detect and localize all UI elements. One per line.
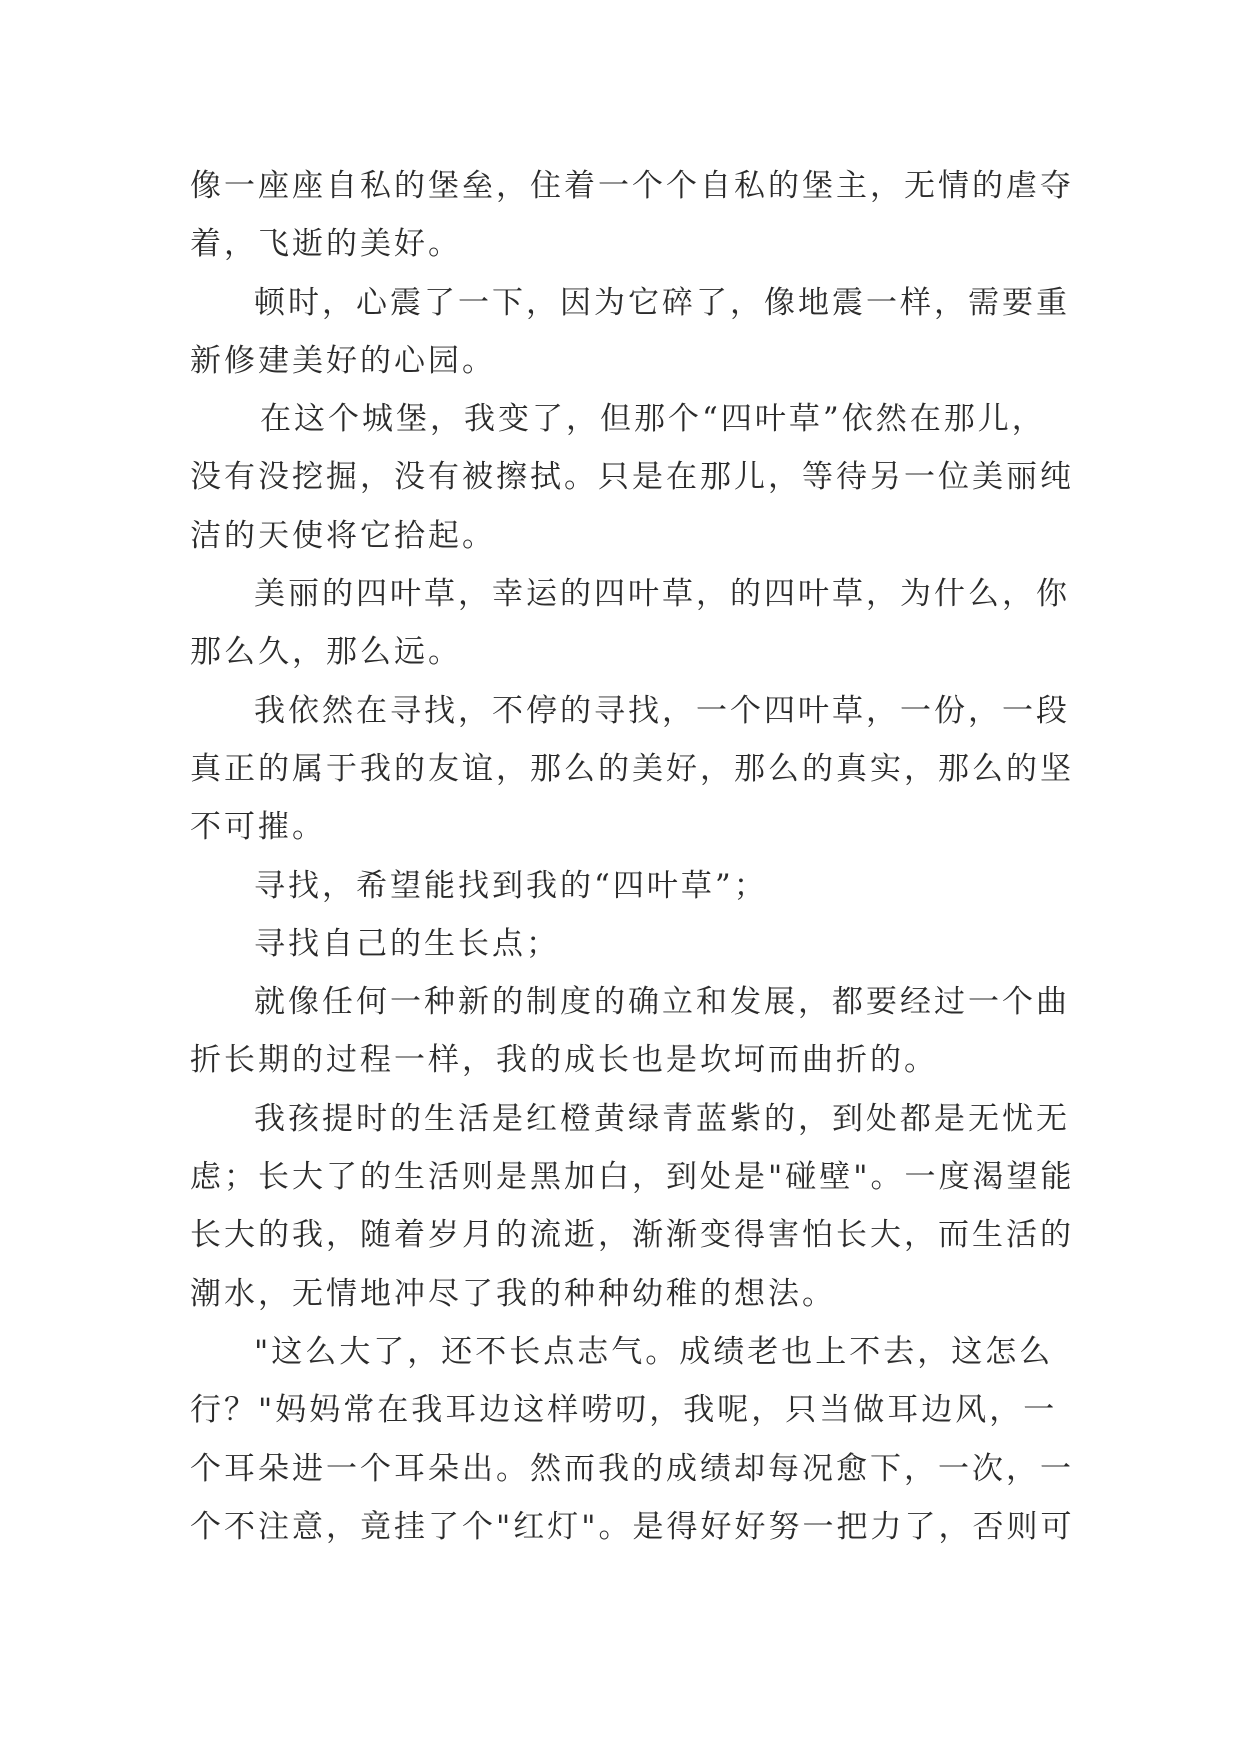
text-line: 那么久，那么远。 xyxy=(190,634,462,671)
text-line: 行？"妈妈常在我耳边这样唠叨，我呢，只当做耳边风，一 xyxy=(190,1392,1058,1429)
text-line: 真正的属于我的友谊，那么的美好，那么的真实，那么的坚 xyxy=(190,750,1074,787)
text-line: 折长期的过程一样，我的成长也是坎坷而曲折的。 xyxy=(190,1042,938,1079)
paragraph-start-line: 我依然在寻找，不停的寻找，一个四叶草，一份，一段 xyxy=(254,692,1070,729)
text-line: 不可摧。 xyxy=(190,809,326,846)
text-line: 潮水，无情地冲尽了我的种种幼稚的想法。 xyxy=(190,1275,836,1312)
text-line: 着，飞逝的美好。 xyxy=(190,226,462,263)
text-line: 像一座座自私的堡垒，住着一个个自私的堡主，无情的虐夺 xyxy=(190,168,1074,204)
text-line: 新修建美好的心园。 xyxy=(190,342,496,379)
text-line: 个不注意，竟挂了个"红灯"。是得好好努一把力了，否则可 xyxy=(190,1508,1075,1545)
paragraph-start-line: 在这个城堡，我变了，但那个“四叶草”依然在那儿， xyxy=(260,401,1046,438)
paragraph-start-line: 寻找，希望能找到我的“四叶草”； xyxy=(254,867,768,904)
paragraph-start-line: "这么大了，还不长点志气。成绩老也上不去，这怎么 xyxy=(254,1333,1054,1370)
paragraph-start-line: 顿时，心震了一下，因为它碎了，像地震一样，需要重 xyxy=(254,284,1070,321)
paragraph-start-line: 我孩提时的生活是红橙黄绿青蓝紫的，到处都是无忧无 xyxy=(254,1100,1070,1137)
paragraph-start-line: 寻找自己的生长点； xyxy=(254,925,560,962)
text-line: 长大的我，随着岁月的流逝，渐渐变得害怕长大，而生活的 xyxy=(190,1217,1074,1254)
text-line: 虑；长大了的生活则是黑加白，到处是"碰壁"。一度渴望能 xyxy=(190,1159,1075,1196)
text-line: 洁的天使将它拾起。 xyxy=(190,517,496,554)
paragraph-start-line: 美丽的四叶草，幸运的四叶草，的四叶草，为什么，你 xyxy=(254,576,1070,613)
text-line: 个耳朵进一个耳朵出。然而我的成绩却每况愈下，一次，一 xyxy=(190,1450,1074,1487)
document-body xyxy=(190,157,1075,1556)
text-line: 没有没挖掘，没有被擦拭。只是在那儿，等待另一位美丽纯 xyxy=(190,459,1074,496)
paragraph-start-line: 就像任何一种新的制度的确立和发展，都要经过一个曲 xyxy=(254,984,1070,1021)
